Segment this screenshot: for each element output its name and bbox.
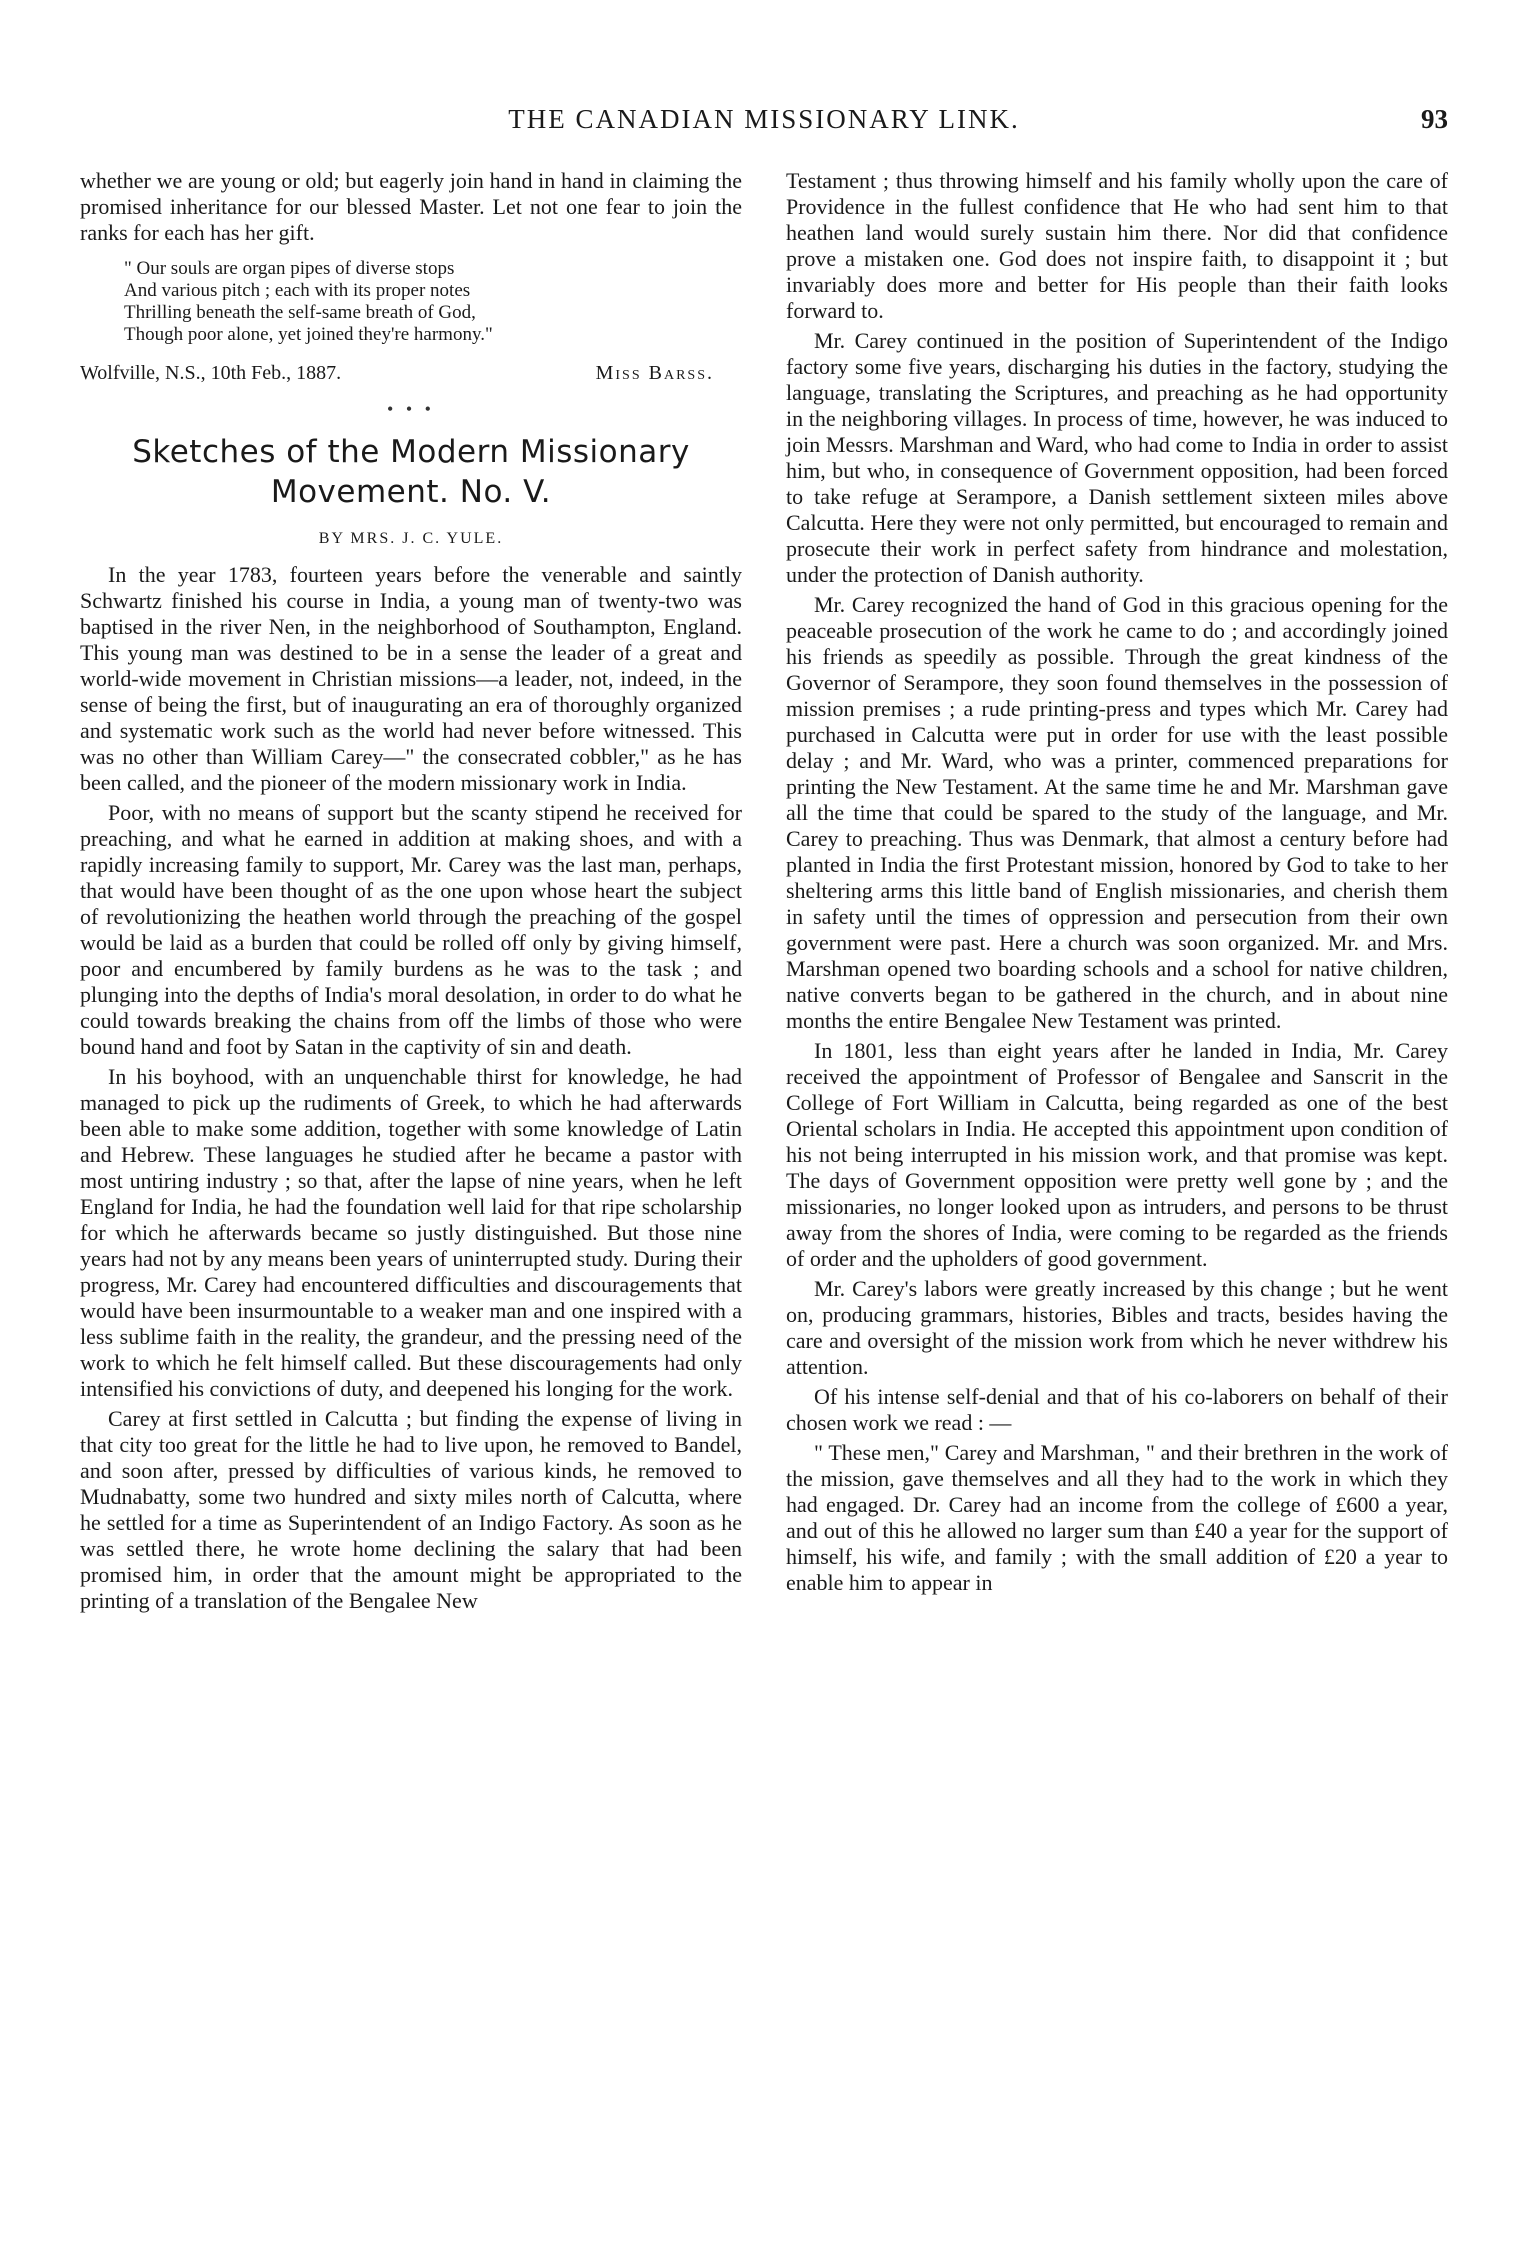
article-paragraph: In the year 1783, fourteen years before the venerable and saintly Schwartz finished his course in India, a young man of twenty-two was baptised in the river Nen, in the neighborhood of Southampton, England. This young man was destined to be in a sense the leader of a great and world-wide movement in Christian missions—a leader, not, indeed, in the sense of being the first, but of inaugurating an era of thoroughly organized and systematic work such as the world had never before witnessed. This was no other than William Carey—" the consecrated cobbler," as he has been called, and the pioneer of the modern missionary work in India. (80, 562, 742, 795)
periodical-title: THE CANADIAN MISSIONARY LINK. (508, 104, 1020, 134)
intro-paragraph: whether we are young or old; but eagerly join hand in hand in claiming the promised inheritance for our blessed Master. Let not one fear to join the ranks for each has her gift. (80, 168, 742, 245)
signature-place-date: Wolfville, N.S., 10th Feb., 1887. (80, 362, 342, 384)
article-paragraph: " These men," Carey and Marshman, " and their brethren in the work of the mission, gave themselves and all they had to the work in which they had engaged. Dr. Carey had an income from the college of £600 a year, and out of this he allowed no larger sum than £40 a year for the support of himself, his wife, and family ; with the small addition of £20 a year to enable him to appear in (786, 1440, 1448, 1595)
left-column (80, 168, 742, 1618)
signature-line (80, 360, 742, 386)
article-paragraph: Testament ; thus throwing himself and his family wholly upon the care of Providence in the fullest confidence that He who had sent him to that heathen land would surely sustain him there. Nor did that confidence prove a mistaken one. God does not inspire faith, to disappoint it ; but invariably does more and better for His people than their faith looks forward to. (786, 168, 1448, 323)
poem-quote (124, 258, 742, 346)
poem-line: Though poor alone, yet joined they're harmony." (124, 324, 493, 345)
article-paragraph: Mr. Carey's labors were greatly increased by this change ; but he went on, producing grammars, histories, Bibles and tracts, besides having the care and oversight of the mission work from which he never withdrew his attention. (786, 1276, 1448, 1379)
signature-author: Miss Barss. (595, 362, 714, 384)
article-paragraph: Of his intense self-denial and that of his co-laborers on behalf of their chosen work we read : — (786, 1384, 1448, 1435)
poem-line: And various pitch ; each with its proper notes (124, 280, 471, 301)
article-paragraph: Poor, with no means of support but the scanty stipend he received for preaching, and what he earned in addition at making shoes, and with a rapidly increasing family to support, Mr. Carey was the last man, perhaps, that would have been thought of as the one upon whose heart the subject of revolutionizing the heathen world through the preaching of the gospel would be laid as a burden that could be rolled off only by giving himself, poor and encumbered by family burdens as he was to the task ; and plunging into the depths of India's moral desolation, in order to do what he could towards breaking the chains from off the limbs of those who were bound hand and foot by Satan in the captivity of sin and death. (80, 800, 742, 1059)
article-title: Sketches of the Modern Missionary Movement. No. V. (132, 434, 690, 510)
article-paragraph: Mr. Carey continued in the position of Superintendent of the Indigo factory some five years, discharging his duties in the factory, studying the language, translating the Scriptures, and preaching as he had opportunity in the neighboring villages. In process of time, however, he was induced to join Messrs. Marshman and Ward, who had come to India in order to assist him, but who, in consequence of Government opposition, had been forced to take refuge at Serampore, a Danish settlement sixteen miles above Calcutta. Here they were not only permitted, but encouraged to remain and prosecute their work in perfect safety from hindrance and molestation, under the protection of Danish authority. (786, 328, 1448, 587)
section-divider: • • • (387, 399, 435, 419)
article-paragraph: In his boyhood, with an unquenchable thirst for knowledge, he had managed to pick up the rudiments of Greek, to which he had afterwards been able to make some addition, together with some knowledge of Latin and Hebrew. These languages he studied after he became a pastor with most untiring industry ; so that, after the lapse of nine years, when he left England for India, he had the foundation well laid for that ripe scholarship for which he afterwards became so justly distinguished. But those nine years had not by any means been years of uninterrupted study. During their progress, Mr. Carey had encountered difficulties and discouragements that would have been insurmountable to a weaker man and one inspired with a less sublime faith in the reality, the grandeur, and the pressing need of the work to which he felt himself called. But these discouragements had only intensified his convictions of duty, and deepened his longing for the work. (80, 1064, 742, 1401)
poem-line: Thrilling beneath the self-same breath of God, (124, 302, 476, 323)
article-byline: BY MRS. J. C. YULE. (318, 530, 504, 547)
article-paragraph: Carey at first settled in Calcutta ; but finding the expense of living in that city too great for the little he had to live upon, he removed to Bandel, and soon after, pressed by difficulties of various kinds, he removed to Mudnabatty, some two hundred and sixty miles north of Calcutta, where he settled for a time as Superintendent of an Indigo Factory. As soon as he was settled there, he wrote home declining the salary that had been promised him, in order that the amount might be appropriated to the printing of a translation of the Bengalee New (80, 1406, 742, 1613)
page-number: 93 (1421, 104, 1448, 134)
poem-line: " Our souls are organ pipes of diverse stops (124, 258, 455, 279)
right-column (786, 168, 1448, 1600)
running-header (80, 104, 1448, 144)
article-paragraph: In 1801, less than eight years after he landed in India, Mr. Carey received the appointment of Professor of Bengalee and Sanscrit in the College of Fort William in Calcutta, being regarded as one of the best Oriental scholars in India. He accepted this appointment upon condition of his not being interrupted in his mission work, and that promise was kept. The days of Government opposition were pretty well gone by ; and the missionaries, no longer looked upon as intruders, and persons to be thrust away from the shores of India, were coming to be regarded as the friends of order and the upholders of good government. (786, 1038, 1448, 1271)
article-paragraph: Mr. Carey recognized the hand of God in this gracious opening for the peaceable prosecution of the work he came to do ; and accordingly joined his friends as speedily as possible. Through the great kindness of the Governor of Serampore, they soon found themselves in the possession of mission premises ; a rude printing-press and types which Mr. Carey had purchased in Calcutta were put in order for use with the least possible delay ; and Mr. Ward, who was a printer, commenced preparations for printing the New Testament. At the same time he and Mr. Marshman gave all the time that could be spared to the study of the language, and Mr. Carey to preaching. Thus was Denmark, that almost a century before had planted in India the first Protestant mission, honored by God to take to her sheltering arms this little band of English missionaries, and cherish them in safety until the times of oppression and persecution from their own government were past. Here a church was soon organized. Mr. and Mrs. Marshman opened two boarding schools and a school for native children, native converts began to be gathered in the church, and in about nine months the entire Bengalee New Testament was printed. (786, 592, 1448, 1033)
